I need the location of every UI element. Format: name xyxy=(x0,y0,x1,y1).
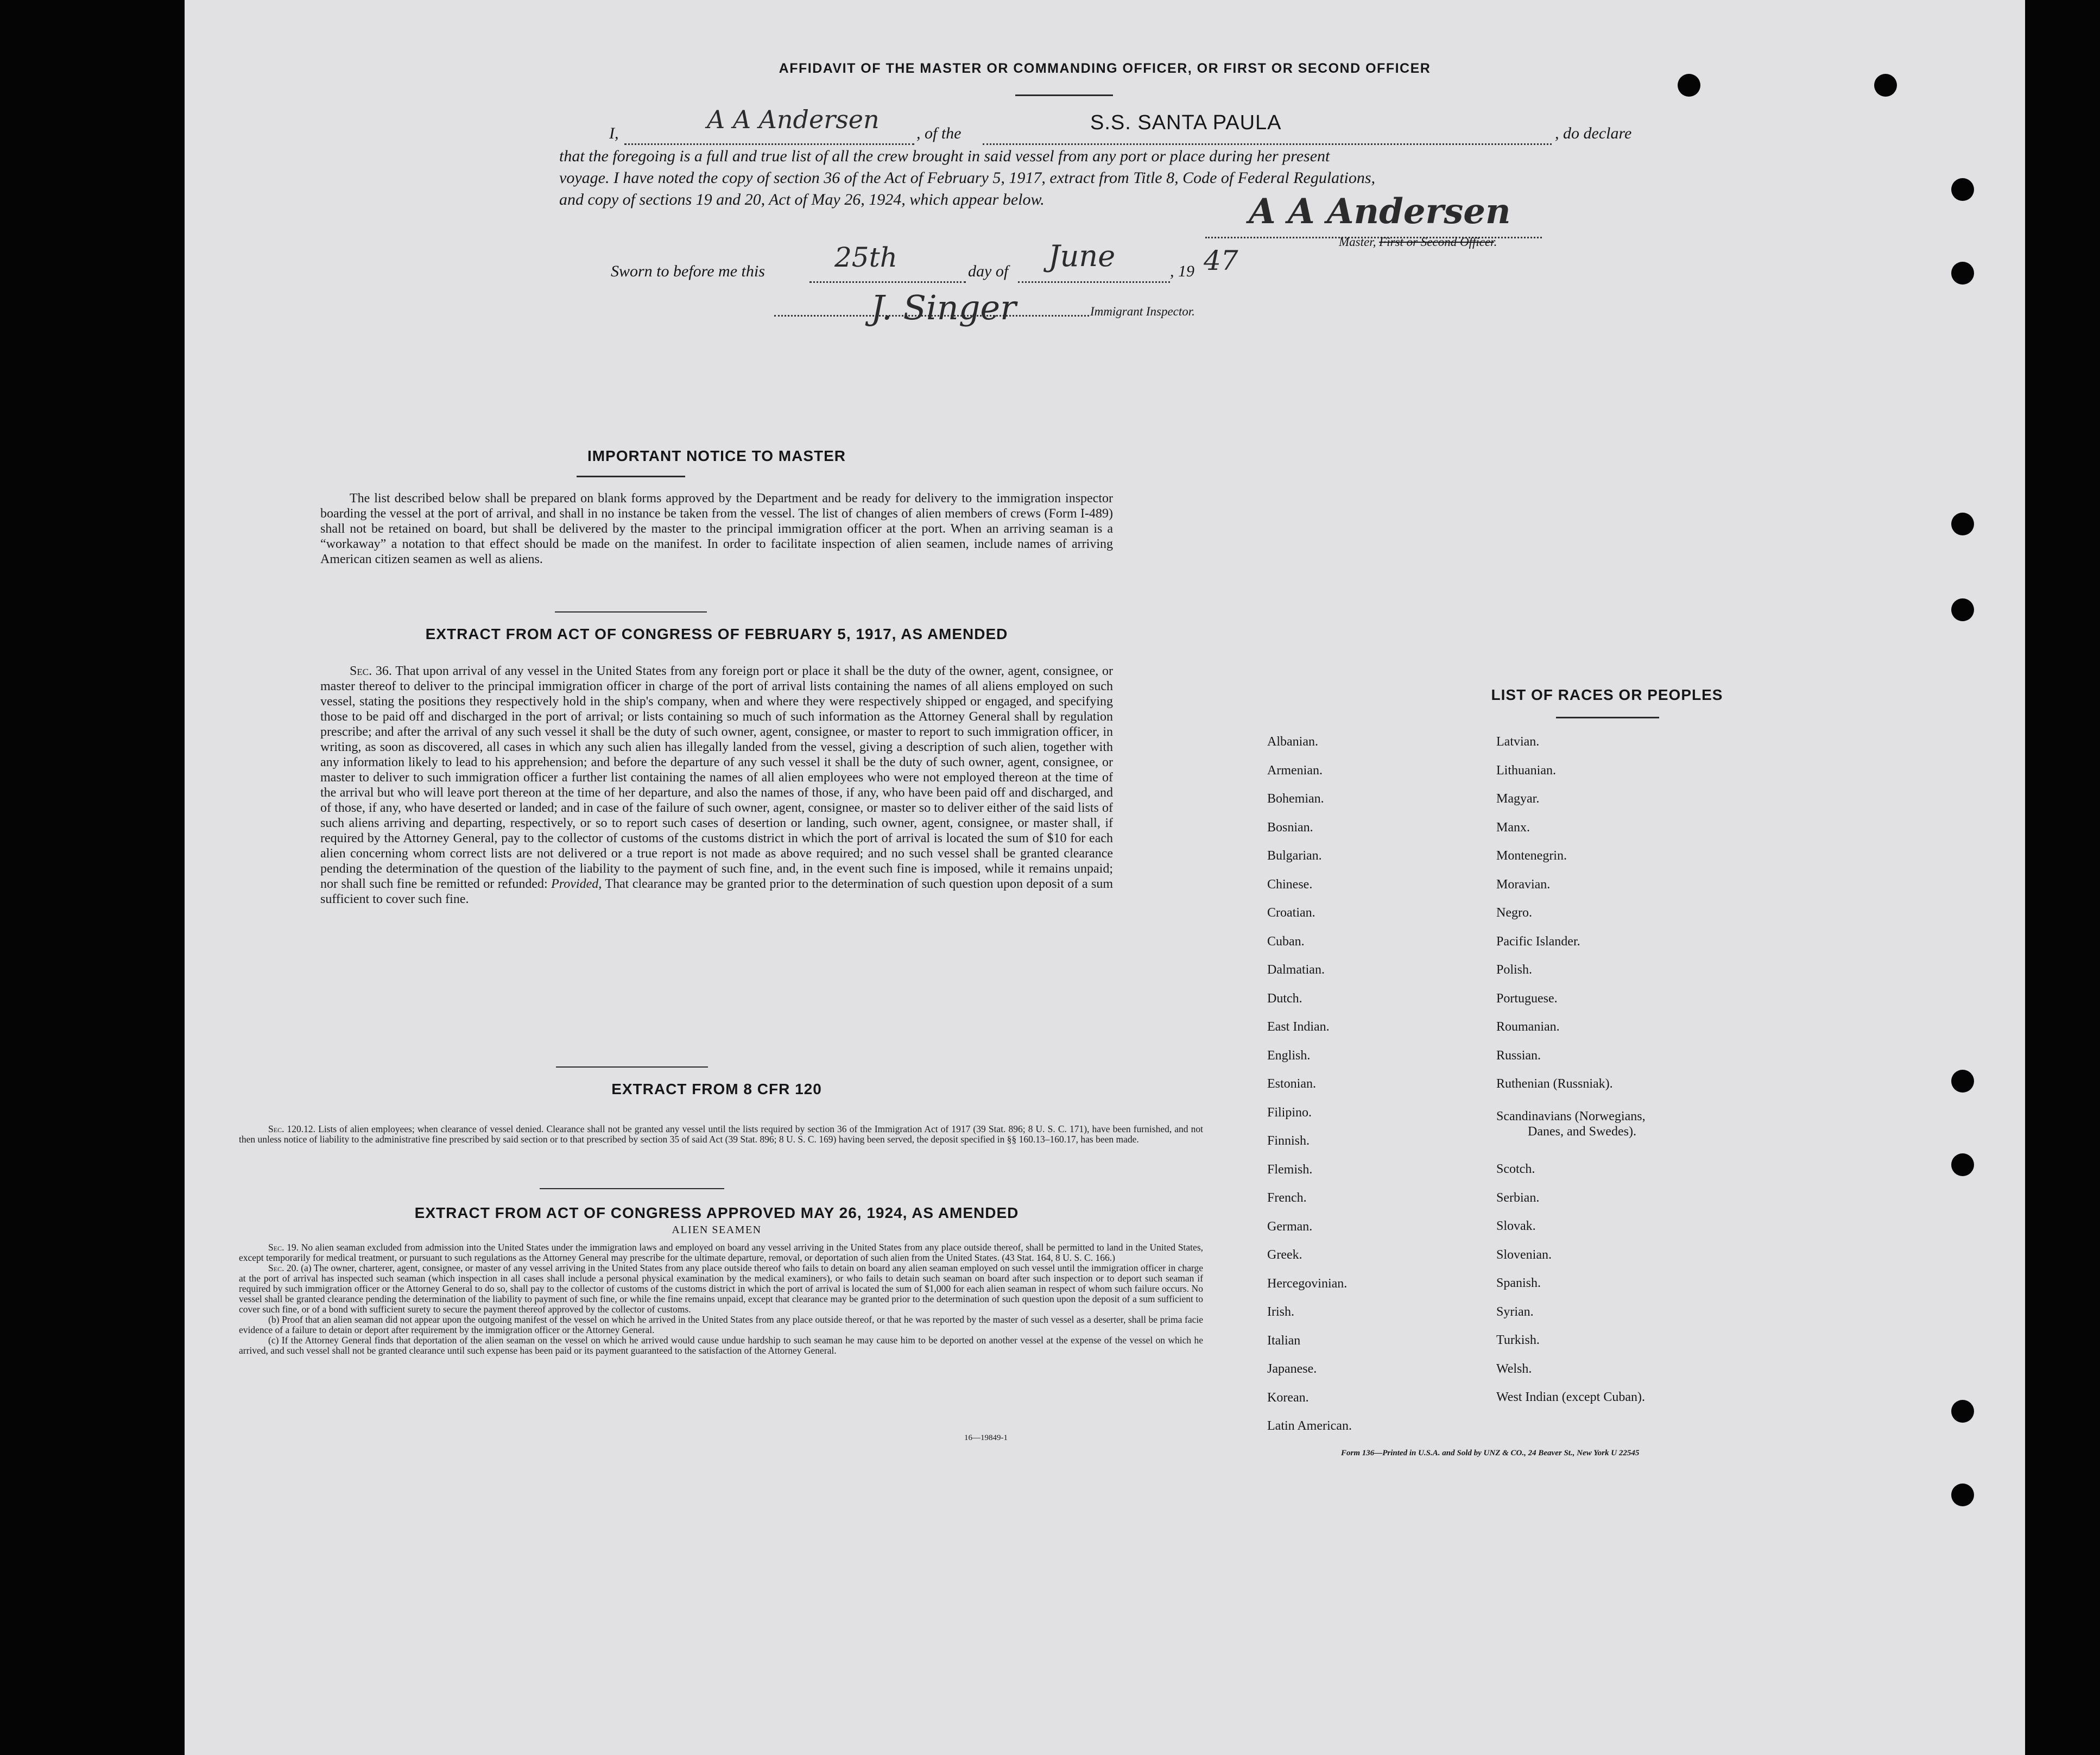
race-item: Bosnian. xyxy=(1267,820,1313,835)
race-item: Croatian. xyxy=(1267,906,1315,920)
inspector-caption: Immigrant Inspector. xyxy=(1090,305,1195,318)
race-item: Pacific Islander. xyxy=(1496,934,1580,949)
divider xyxy=(555,611,707,613)
caption-end: . xyxy=(1494,235,1497,249)
declaration-line-2: that the foregoing is a full and true list of all the crew brought in said vessel from any port or place during her present xyxy=(559,147,1330,165)
race-scandinavians-line-2: Danes, and Swedes). xyxy=(1528,1125,1636,1139)
race-item: Dalmatian. xyxy=(1267,963,1325,977)
races-right-column xyxy=(1496,728,1613,1099)
divider xyxy=(556,1066,708,1068)
race-item: Montenegrin. xyxy=(1496,849,1567,863)
sec-20a-paragraph xyxy=(239,1263,1203,1315)
race-item: Spanish. xyxy=(1496,1276,1541,1290)
affidavit-title: AFFIDAVIT OF THE MASTER OR COMMANDING OFFICER, OR FIRST OR SECOND OFFICER xyxy=(779,61,1431,76)
race-item: Negro. xyxy=(1496,906,1532,920)
race-item: Korean. xyxy=(1267,1390,1309,1405)
year-prefix: , 19 xyxy=(1170,262,1194,280)
race-item: Bohemian. xyxy=(1267,792,1324,806)
divider xyxy=(1556,717,1659,718)
race-item: Portuguese. xyxy=(1496,991,1558,1006)
race-item: Moravian. xyxy=(1496,877,1551,892)
sec-20-label: Sec. 20. xyxy=(268,1262,299,1273)
race-item: Welsh. xyxy=(1496,1361,1532,1376)
do-declare-label: , do declare xyxy=(1555,124,1632,142)
race-item: French. xyxy=(1267,1191,1307,1205)
notice-title: IMPORTANT NOTICE TO MASTER xyxy=(587,447,846,464)
race-item: Flemish. xyxy=(1267,1162,1313,1177)
race-item: Slovak. xyxy=(1496,1219,1536,1233)
race-item: Finnish. xyxy=(1267,1134,1310,1148)
punch-hole xyxy=(1951,1400,1974,1423)
punch-hole xyxy=(1951,1483,1974,1506)
race-item: Armenian. xyxy=(1267,763,1323,778)
punch-hole xyxy=(1951,262,1974,285)
sec-20a-body: (a) The owner, charterer, agent, consignee, or master of any vessel arriving in the United States from any place outside thereof who fails to detain on board any alien seaman employed on such vessel until the immigration officer in charge at the port of arrival has inspected such seaman (which inspection in all cases shall include a personal physical examination by the medical examiners), or who fails to detain such seaman on board after such inspection or to deport such seaman if required by such immigration officer or the Attorney General to do so, shall pay to the collector of customs of the customs district in which the port of arrival is located the sum of $1,000 for each alien seaman in respect of whom such failure occurs. No vessel shall be granted clearance pending the determination of the liability to payment of such fine, or while the fine remains unpaid, except that clearance may be granted prior to the determination of such question upon the deposit of a sum sufficient to cover such fine, or of a bond with sufficient surety to secure the payment thereof approved by the collector of customs. xyxy=(239,1262,1203,1315)
punch-hole xyxy=(1951,1153,1974,1176)
race-item: Chinese. xyxy=(1267,877,1313,892)
inspector-signature: J. Singer xyxy=(871,288,1016,327)
race-item: Scotch. xyxy=(1496,1162,1535,1176)
cfr-text xyxy=(239,1124,1203,1145)
vessel-name: S.S. SANTA PAULA xyxy=(1090,111,1282,134)
race-scandinavians-line-1: Scandinavians (Norwegians, xyxy=(1496,1109,1646,1123)
extract-1917-title: EXTRACT FROM ACT OF CONGRESS OF FEBRUARY 5, 1917, AS AMENDED xyxy=(425,626,1008,642)
race-item: Ruthenian (Russniak). xyxy=(1496,1077,1613,1091)
sworn-day: 25th xyxy=(834,242,897,273)
punch-hole xyxy=(1951,513,1974,535)
race-item: Syrian. xyxy=(1496,1304,1534,1319)
form-note: Form 136—Printed in U.S.A. and Sold by UNZ & CO., 24 Beaver St., New York U 22545 xyxy=(1341,1449,1640,1457)
punch-hole xyxy=(1678,74,1700,97)
race-item: Japanese. xyxy=(1267,1362,1317,1376)
race-item: Slovenian. xyxy=(1496,1247,1552,1262)
declaration-line-1 xyxy=(609,105,1760,147)
sec-19-paragraph xyxy=(239,1242,1203,1263)
race-item: German. xyxy=(1267,1219,1313,1234)
sworn-label: Sworn to before me this xyxy=(611,262,765,280)
extract-1917-text xyxy=(320,664,1113,907)
race-item: Hercegovinian. xyxy=(1267,1276,1348,1291)
race-item: Irish. xyxy=(1267,1305,1294,1319)
provided-word: Provided, xyxy=(551,877,602,891)
sec-19-body: No alien seaman excluded from admission into the United States under the immigration laws and employed on board any vessel arriving in the United States from any place outside thereof, shall be permitted to land in the United States, except temporarily for medical treatment, or pursuant to such regulations as the Attorney General may prescribe for the ultimate departure, removal, or deportation of such alien from the United States. (43 Stat. 164, 8 U. S. C. 166.) xyxy=(239,1242,1204,1263)
sec-36-body: That upon arrival of any vessel in the United States from any foreign port or place it shall be the duty of the owner, agent, consignee, or master thereof to deliver to the principal immigration officer in charge of the port of arrival lists containing the names of all aliens employed on such vessel, stating the positions they respectively hold in the ship's company, when and where they were respectively shipped or engaged, and specifying those to be paid off and discharged in the port of arrival; or lists containing so much of such information as the Attorney General shall by regulation prescribe; and after the arrival of any such vessel it shall be the duty of such owner, agent, consignee, or master to report to such immigration officer, in writing, as soon as discovered, all cases in which any such alien has illegally landed from the vessel, giving a description of such alien, together with any information likely to lead to his apprehension; and before the departure of any such vessel it shall be the duty of such owner, agent, consignee, or master to deliver to such immigration officer a further list containing the names of all alien employees who were not employed thereon at the time of the arrival but who will leave port thereon at the time of her departure, and also the names of those, if any, who have been paid off and discharged, and of those, if any, who have deserted or landed; and in case of the failure of such owner, agent, consignee, or master so to deliver either of the said lists of such aliens arriving and departing, respectively, or so to report such cases of desertion or landing, such owner, agent, consignee, or master shall, if required by the Attorney General, pay to the collector of customs of the customs district in which the port of arrival is located the sum of $10 for each alien concerning whom correct lists are not delivered or a true report is not made as above required; and no such vessel shall be granted clearance pending the determination of the question of the liability to the payment of such fine, and, in the event such fine is imposed, while it remains unpaid; nor shall such fine be remitted or refunded: xyxy=(320,664,1113,891)
extract-1924-title: EXTRACT FROM ACT OF CONGRESS APPROVED MAY 26, 1924, AS AMENDED xyxy=(414,1204,1019,1221)
declaration-line-3: voyage. I have noted the copy of section 36 of the Act of February 5, 1917, extract from Title 8, Code of Federal Regulations, xyxy=(559,169,1376,187)
master-signature: A A Andersen xyxy=(1249,191,1511,232)
race-item: Estonian. xyxy=(1267,1077,1316,1091)
race-item: Turkish. xyxy=(1496,1333,1540,1347)
extract-1924-text xyxy=(239,1242,1203,1356)
i-label: I, xyxy=(609,124,619,142)
punch-hole xyxy=(1951,598,1974,621)
cfr-sec-label: Sec. 120.12. xyxy=(268,1123,316,1134)
cfr-title: EXTRACT FROM 8 CFR 120 xyxy=(611,1081,822,1097)
notice-text: The list described below shall be prepared on blank forms approved by the Department and be ready for delivery to the immigration inspector boarding the vessel at the port of arrival, and shall in no instance be taken from the vessel. The list of changes of alien members of crews (Form I-489) shall not be retained on board, but shall be delivered by the master to the principal immigration officer at the port. When an arriving seaman is a “workaway” a notation to that effect should be made on the manifest. In order to facilitate inspection of alien seamen, include names of arriving American citizen seamen as well as aliens. xyxy=(320,491,1113,566)
race-item: Lithuanian. xyxy=(1496,763,1556,778)
races-title: LIST OF RACES OR PEOPLES xyxy=(1491,686,1723,703)
race-item: Albanian. xyxy=(1267,735,1318,749)
document-page xyxy=(185,0,2025,1755)
sec-20c-paragraph: (c) If the Attorney General finds that deportation of the alien seaman on the vessel on which he arrived would cause undue hardship to such seaman he may cause him to be deported on another vessel at the expense of the vessel on which he arrived, and such vessel shall not be granted clearance until such expense has been paid or its payment guaranteed to the satisfaction of the Attorney General. xyxy=(239,1335,1203,1356)
sworn-month: June xyxy=(1048,239,1116,273)
sec-36-end: That clearance may be granted prior to the determination of such question upon deposit of a sum sufficient to cover such fine. xyxy=(320,877,1113,906)
sec-36-label: Sec. 36. xyxy=(350,664,392,678)
race-item: Polish. xyxy=(1496,963,1533,977)
race-item: Roumanian. xyxy=(1496,1020,1560,1034)
print-code: 16—19849-1 xyxy=(964,1434,1008,1442)
race-item: West Indian (except Cuban). xyxy=(1496,1390,1645,1404)
punch-hole xyxy=(1951,1070,1974,1093)
day-of-label: day of xyxy=(968,262,1009,280)
race-item: Serbian. xyxy=(1496,1190,1540,1205)
races-left-column xyxy=(1267,728,1352,1441)
races-right-column-continued xyxy=(1496,1155,1645,1412)
declaration-line-4: and copy of sections 19 and 20, Act of May 26, 1924, which appear below. xyxy=(559,191,1045,209)
punch-hole xyxy=(1874,74,1897,97)
race-item: Bulgarian. xyxy=(1267,849,1322,863)
race-item: East Indian. xyxy=(1267,1020,1330,1034)
race-item: Latin American. xyxy=(1267,1419,1352,1433)
sec-20b-paragraph: (b) Proof that an alien seaman did not appear upon the outgoing manifest of the vessel on which he arrived in the United States from any place outside thereof, or that he was reported by the master of such vessel as a deserter, shall be prima facie evidence of a failure to detain or deport after requirement by the immigration officer or the Attorney General. xyxy=(239,1314,1203,1335)
divider xyxy=(577,476,685,477)
cfr-body: Lists of alien employees; when clearance of vessel denied. Clearance shall not be granted any vessel until the lists required by section 36 of the Immigration Act of 1917 (39 Stat. 896; 8 U. S. C. 171), have been furnished, and not then unless notice of liability to the administrative fine prescribed by said section or to that prescribed by section 35 of said Act (39 Stat. 896; 8 U. S. C. 169) having been served, the deposit specified in §§ 160.13–160.17, has been made. xyxy=(239,1123,1204,1145)
race-item: Latvian. xyxy=(1496,735,1540,749)
sec-19-label: Sec. 19. xyxy=(268,1242,299,1253)
race-scandinavians xyxy=(1496,1109,1646,1139)
race-item: Filipino. xyxy=(1267,1105,1312,1120)
divider xyxy=(540,1188,724,1189)
signature-caption xyxy=(1339,235,1497,250)
race-item: Russian. xyxy=(1496,1048,1541,1063)
caption-struck: First or Second Officer xyxy=(1379,235,1494,249)
race-item: Greek. xyxy=(1267,1248,1302,1262)
divider xyxy=(1015,94,1113,96)
of-the-label: , of the xyxy=(916,124,962,142)
race-item: Magyar. xyxy=(1496,792,1540,806)
punch-hole xyxy=(1951,178,1974,201)
race-item: English. xyxy=(1267,1048,1311,1063)
master-name: A A Andersen xyxy=(707,105,880,134)
extract-1924-subtitle: ALIEN SEAMEN xyxy=(672,1224,762,1236)
race-item: Dutch. xyxy=(1267,991,1302,1006)
sworn-line xyxy=(611,239,1262,285)
race-item: Manx. xyxy=(1496,820,1530,835)
sworn-year: 47 xyxy=(1204,245,1238,276)
race-item: Cuban. xyxy=(1267,934,1305,949)
caption-master: Master, xyxy=(1339,235,1380,249)
race-item: Italian xyxy=(1267,1333,1301,1348)
